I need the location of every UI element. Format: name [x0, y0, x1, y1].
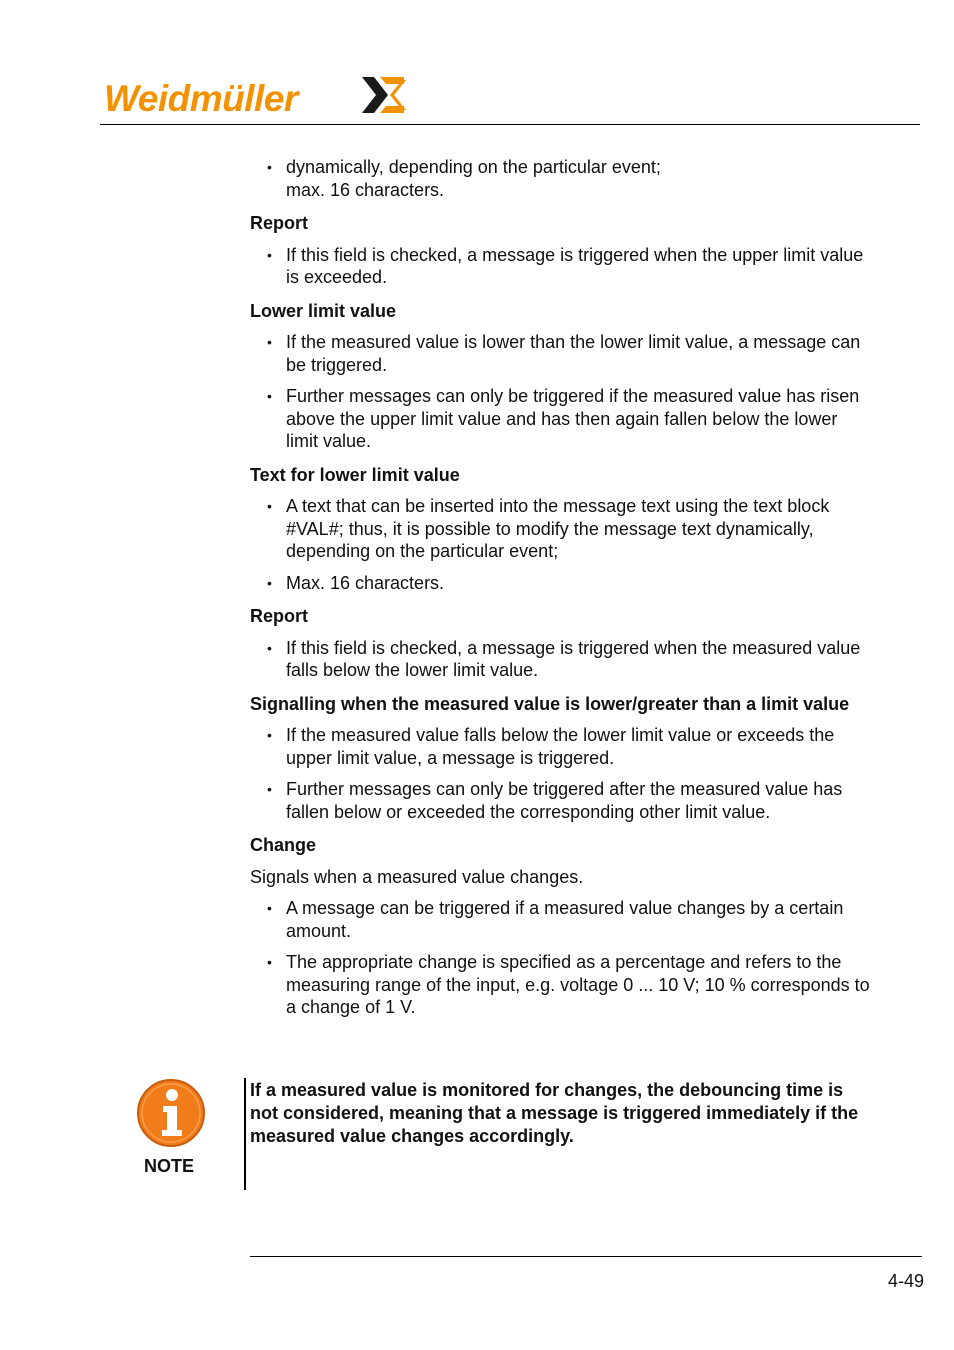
paragraph: Signals when a measured value changes. — [250, 866, 584, 887]
section-heading: Text for lower limit value — [250, 464, 460, 485]
bullet-list — [250, 897, 870, 1019]
list-item: • A text that can be inserted into the message text using the text block #VAL#; thus, it is possible to modify the message text dynamically, depending on the particular event; — [250, 495, 870, 563]
note-divider — [244, 1078, 246, 1190]
info-icon — [136, 1078, 206, 1148]
header-divider — [100, 124, 920, 125]
note-label: NOTE — [144, 1156, 195, 1176]
list-item: • Max. 16 characters. — [250, 572, 870, 595]
section-heading: Report — [250, 213, 308, 233]
section-heading: Lower limit value — [250, 300, 397, 321]
list-item: • If the measured value falls below the lower limit value or exceeds the upper limit value, a message is triggered. — [250, 724, 870, 769]
section-heading: Change — [250, 835, 317, 855]
list-item: • If this field is checked, a message is triggered when the measured value falls below the lower limit value. — [250, 637, 870, 682]
weidmuller-mark-icon — [360, 74, 408, 118]
bullet-list — [250, 495, 870, 594]
list-item: • Further messages can only be triggered after the measured value has fallen below or exceeded the corresponding other limit value. — [250, 778, 870, 823]
bullet-list — [250, 331, 870, 453]
section-heading: Report — [250, 606, 308, 626]
list-item: • A message can be triggered if a measured value changes by a certain amount. — [250, 897, 870, 942]
note-text: If a measured value is monitored for changes, the debouncing time is not considered, meaning that a message is triggered immediately if the measured value changes accordingly. — [250, 1080, 859, 1146]
document-body — [250, 156, 870, 1028]
section-heading: Signalling when the measured value is lower/greater than a limit value — [250, 693, 850, 714]
bullet-list — [250, 244, 870, 289]
logo-wordmark: Weidmüller — [104, 78, 298, 119]
footer-divider — [250, 1256, 922, 1257]
list-item: • dynamically, depending on the particular event; max. 16 characters. — [250, 156, 870, 201]
bullet-list — [250, 156, 870, 201]
bullet-list — [250, 724, 870, 823]
list-item: • Further messages can only be triggered if the measured value has risen above the upper limit value and has then again fallen below the lower limit value. — [250, 385, 870, 453]
list-item: • If this field is checked, a message is triggered when the upper limit value is exceeded. — [250, 244, 870, 289]
list-item: • If the measured value is lower than the lower limit value, a message can be triggered. — [250, 331, 870, 376]
page-number: 4-49 — [887, 1271, 924, 1291]
bullet-list — [250, 637, 870, 682]
list-item: • The appropriate change is specified as a percentage and refers to the measuring range of the input, e.g. voltage 0 ... 10 V; 10 % corresponds to a change of 1 V. — [250, 951, 870, 1019]
